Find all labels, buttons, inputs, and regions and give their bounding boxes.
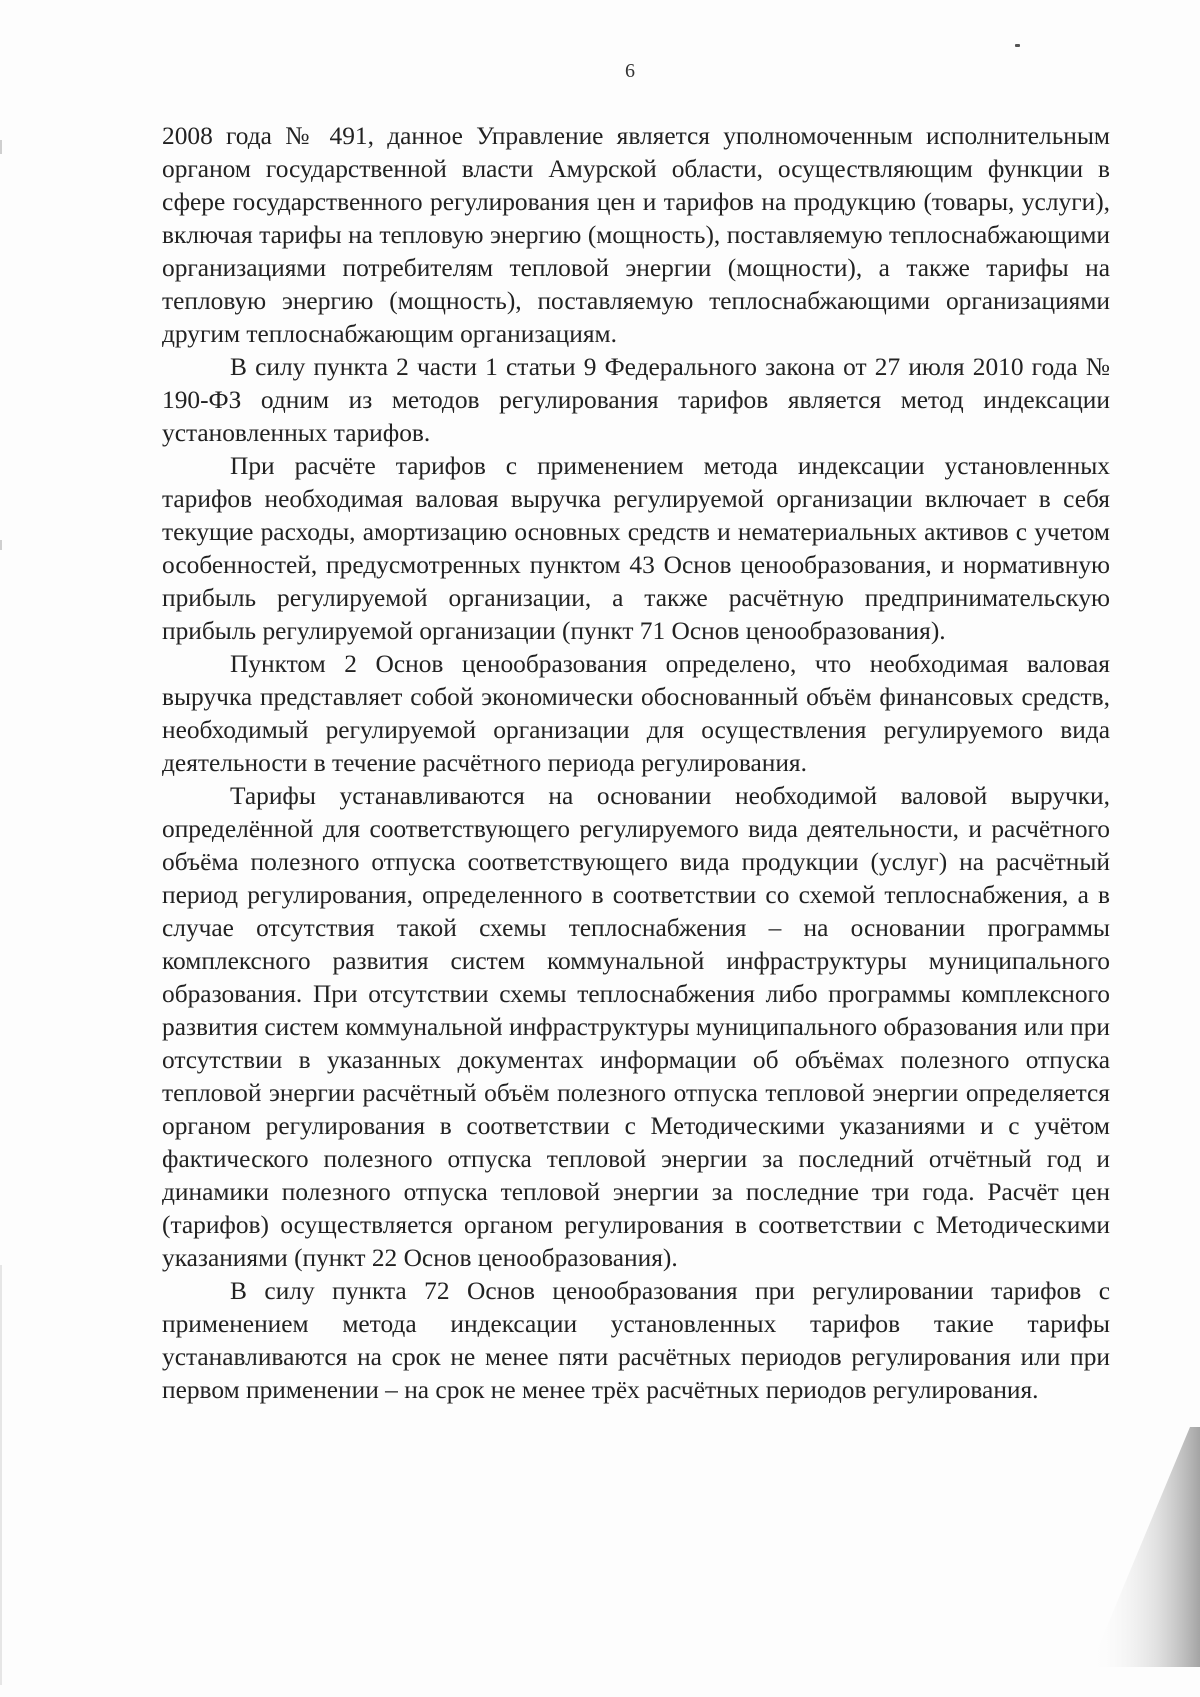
paragraph: При расчёте тарифов с применением метода индексации установленных тарифов необходимая валовая выручка регулируемой организации включает в себя текущие расходы, амортизацию основных средств и нематериальных активов с учетом особенностей, предусмотренных пунктом 43 Основ ценообразования, и нормативную прибыль регулируемой организации, а также расчётную предпринимательскую прибыль регулируемой организации (пункт 71 Основ ценообразования). [162,452,1110,645]
document-body [162,120,1110,1407]
paragraph: В силу пункта 2 части 1 статьи 9 Федерального закона от 27 июля 2010 года № 190-ФЗ одним из методов регулирования тарифов является метод индексации установленных тарифов. [162,353,1110,447]
scan-edge-mark [0,140,2,154]
paragraph: Пунктом 2 Основ ценообразования определено, что необходимая валовая выручка представляет собой экономически обоснованный объём финансовых средств, необходимый регулируемой организации для осуществления регулируемого вида деятельности в течение расчётного периода регулирования. [162,650,1110,777]
page-number: 6 [625,60,635,82]
scan-edge-mark [0,1265,2,1685]
paragraph: 2008 года № 491, данное Управление является уполномоченным исполнительным органом государственной власти Амурской области, осуществляющим функции в сфере государственного регулирования цен и тарифов на продукцию (товары, услуги), включая тарифы на тепловую энергию (мощность), поставляемую теплоснабжающими организациями потребителям тепловой энергии (мощности), а также тарифы на тепловую энергию (мощность), поставляемую теплоснабжающими организациями другим теплоснабжающим организациям. [162,122,1110,348]
scan-shadow [1090,1427,1200,1667]
scan-speck [1015,44,1020,47]
scan-edge-mark [0,540,2,550]
paragraph: В силу пункта 72 Основ ценообразования при регулировании тарифов с применением метода индексации установленных тарифов такие тарифы устанавливаются на срок не менее пяти расчётных периодов регулирования или при первом применении – на срок не менее трёх расчётных периодов регулирования. [162,1277,1110,1404]
paragraph: Тарифы устанавливаются на основании необходимой валовой выручки, определённой для соответствующего регулируемого вида деятельности, и расчётного объёма полезного отпуска соответствующего вида продукции (услуг) на расчётный период регулирования, определенного в соответствии со схемой теплоснабжения, а в случае отсутствия такой схемы теплоснабжения – на основании программы комплексного развития систем коммунальной инфраструктуры муниципального образования. При отсутствии схемы теплоснабжения либо программы комплексного развития систем коммунальной инфраструктуры муниципального образования или при отсутствии в указанных документах информации об объёмах полезного отпуска тепловой энергии расчётный объём полезного отпуска тепловой энергии определяется органом регулирования в соответствии с Методическими указаниями и с учётом фактического полезного отпуска тепловой энергии за последний отчётный год и динамики полезного отпуска тепловой энергии за последние три года. Расчёт цен (тарифов) осуществляется органом регулирования в соответствии с Методическими указаниями (пункт 22 Основ ценообразования). [162,782,1110,1272]
